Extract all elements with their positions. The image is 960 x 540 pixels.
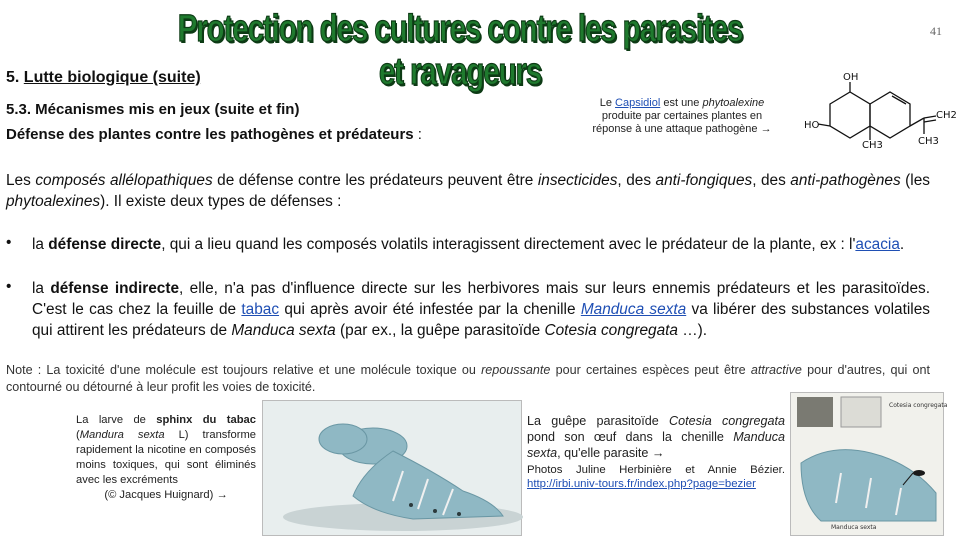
intro-em-1: composés allélopathiques: [35, 172, 213, 189]
capsidiol-mid: est une: [660, 97, 703, 109]
page-number: 41: [930, 24, 942, 38]
larva-text-2: (: [76, 429, 80, 441]
note-em-1: repoussante: [481, 363, 551, 377]
capsidiol-link[interactable]: Capsidiol: [615, 97, 661, 109]
bullet-marker: •: [6, 234, 12, 251]
molecule-ch2-double-bond: [924, 120, 936, 122]
molecule-label-ch3: CH3: [862, 140, 883, 151]
photo-credit: [527, 463, 785, 491]
larva-em: Mandura sexta: [79, 429, 165, 441]
inset-photo-b: [841, 397, 881, 427]
tabac-link[interactable]: tabac: [241, 301, 280, 318]
subsection-title: 5.3. Mécanismes mis en jeux (suite et fin): [6, 101, 300, 118]
capsidiol-pre: Le: [599, 97, 616, 109]
molecule-side-bond: [910, 118, 924, 126]
b1-end: .: [899, 236, 905, 253]
b2-text-3: va libérer des substances volatiles qui attirent les prédateurs de: [32, 301, 930, 339]
photo-credit-link[interactable]: http://irbi.univ-tours.fr/index.php?page=bezier: [527, 478, 756, 490]
intro-text-3: , des: [617, 172, 656, 189]
wasp-parasitism-photo: [790, 392, 948, 536]
bullet-marker: •: [6, 278, 12, 295]
molecule-ring-left: [830, 92, 870, 138]
subsection-subtitle-text: Défense des plantes contre les pathogènes et prédateurs: [6, 126, 414, 143]
inset-label-b: Manduca sexta: [831, 524, 877, 531]
molecule-label-ho: HO: [804, 120, 820, 131]
intro-text-6: ). Il existe deux types de défenses :: [100, 193, 342, 210]
note-em-2: attractive: [750, 363, 802, 377]
toxicity-note: [6, 362, 930, 396]
intro-paragraph: [6, 170, 930, 212]
intro-text-5: (les: [900, 172, 930, 189]
wasp-em-1: Cotesia congregata: [669, 414, 785, 428]
larva-credit: (© Jacques Huignard) →: [104, 489, 228, 501]
b2-em-1: Manduca sexta: [231, 322, 336, 339]
intro-text-1: Les: [6, 172, 36, 189]
caterpillar-head: [319, 424, 367, 454]
intro-text-2: de défense contre les prédateurs peuvent être: [212, 172, 538, 189]
section-number: 5.: [6, 69, 24, 86]
larva-text-1: La larve de: [76, 414, 157, 426]
b2-bold: défense indirecte: [50, 280, 180, 297]
b2-text-2: qui après avoir été infestée par la chenille: [279, 301, 581, 318]
capsidiol-em: phytoalexine: [702, 97, 765, 109]
wasp-caption: [527, 413, 785, 461]
section-title: Lutte biologique (suite): [23, 69, 201, 86]
capsidiol-molecule-diagram: [802, 68, 957, 151]
note-text-2: pour certaines espèces peut être: [550, 363, 751, 377]
inset-label-a: Cotesia congregata: [889, 402, 948, 409]
intro-em-4: anti-pathogènes: [790, 172, 901, 189]
bullet-direct-defense: [32, 234, 930, 255]
molecule-ch2-bond: [924, 116, 936, 118]
molecule-label-ch3-b: CH3: [918, 136, 939, 147]
photo-credit-text: Photos Juline Herbinière et Annie Bézier.: [527, 464, 785, 476]
note-text-3: pour d'autres, qui ont contourné ou détourné à leur profit les voies de toxicité.: [6, 363, 930, 394]
inset-photo-a: [797, 397, 833, 427]
slide-title: Protection des cultures contre les parasites et ravageurs: [177, 8, 743, 93]
capsidiol-rest: produite par certaines plantes en réponse à une attaque pathogène →: [592, 110, 772, 135]
intro-em-3: anti-fongiques: [655, 172, 753, 189]
intro-em-2: insecticides: [537, 172, 618, 189]
b2-text-1: , elle, n'a pas d'influence directe sur les herbivores mais sur leurs ennemis prédateurs et les parasitoïdes. C'est le cas chez la feuille de: [32, 280, 930, 318]
section-heading: [6, 69, 201, 87]
b2-text-4: (par ex., la guêpe parasitoïde: [335, 322, 545, 339]
subsection-subtitle: [6, 126, 422, 143]
molecule-ring-right: [870, 92, 910, 138]
larva-text-3: L) transforme rapidement la nicotine en composés moins toxiques, qui sont éliminés avec les excréments: [76, 429, 256, 486]
molecule-label-oh: OH: [843, 72, 859, 83]
intro-em-5: phytoalexines: [6, 193, 101, 210]
bullet-indirect-defense: [32, 278, 930, 341]
acacia-link[interactable]: acacia: [855, 236, 900, 253]
subsection-subtitle-colon: :: [413, 126, 422, 143]
b2-pre: la: [32, 280, 51, 297]
wasp-em-2: Manduca sexta: [527, 430, 785, 460]
wasp-text-2: pond son œuf dans la chenille: [527, 430, 734, 444]
note-text-1: Note : La toxicité d'une molécule est toujours relative et une molécule toxique ou: [6, 363, 482, 377]
capsidiol-caption: [592, 97, 772, 136]
b1-pre: la: [32, 236, 49, 253]
manduca-sexta-link[interactable]: Manduca sexta: [580, 301, 687, 318]
caterpillar-photo: [262, 400, 522, 536]
b1-bold: défense directe: [48, 236, 162, 253]
wasp-text-1: La guêpe parasitoïde: [527, 414, 670, 428]
intro-text-4: , des: [752, 172, 791, 189]
larva-bold: sphinx du tabac: [156, 414, 256, 426]
wasp-text-3: , qu'elle parasite →: [557, 446, 665, 460]
molecule-label-ch2: CH2: [936, 110, 957, 121]
b1-text: , qui a lieu quand les composés volatils interagissent directement avec le prédateur de la plante, ex : l': [161, 236, 856, 253]
b2-text-5: …).: [677, 322, 708, 339]
molecule-ho-bond: [818, 124, 830, 126]
b2-em-2: Cotesia congregata: [544, 322, 678, 339]
larva-caption: [76, 413, 256, 503]
